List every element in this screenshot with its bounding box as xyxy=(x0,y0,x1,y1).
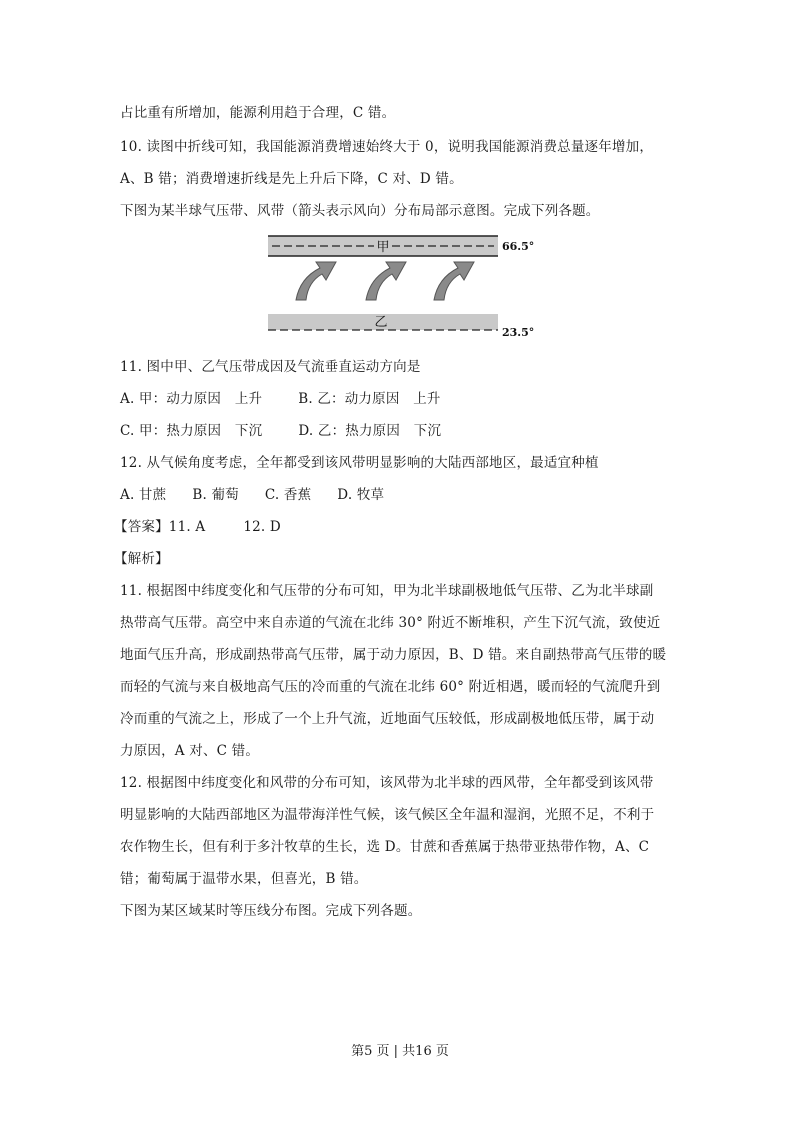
answer-second: 12. D xyxy=(243,519,281,535)
paragraph-text: 下图为某半球气压带、风带（箭头表示风向）分布局部示意图。完成下列各题。 xyxy=(120,203,600,219)
paragraph-text: 10. 读图中折线可知，我国能源消费增速始终大于 0，说明我国能源消费总量逐年增加， xyxy=(120,139,654,155)
page-footer: 第5 页 | 共16 页 xyxy=(351,1044,449,1059)
top-belt-label: 甲 xyxy=(376,240,390,255)
option-d: D. 牧草 xyxy=(337,487,385,503)
analysis-12-line: 错；葡萄属于温带水果，但喜光，B 错。 xyxy=(120,871,368,887)
option-b: B. 乙：动力原因 上升 xyxy=(298,391,441,407)
analysis-12-line: 明显影响的大陆西部地区为温带海洋性气候，该气候区全年温和湿润，光照不足，不利于 xyxy=(120,807,655,823)
wind-arrow xyxy=(296,262,336,300)
option-d: D. 乙：热力原因 下沉 xyxy=(298,423,442,439)
wind-arrow xyxy=(366,262,406,300)
paragraph-text: 占比重有所增加，能源利用趋于合理，C 错。 xyxy=(120,105,396,121)
analysis-11-line: 地面气压升高，形成副热带高气压带，属于动力原因，B、D 错。来自副热带高气压带的暖 xyxy=(120,647,667,663)
question-11-options-row1 xyxy=(120,390,441,408)
next-section-intro: 下图为某区域某时等压线分布图。完成下列各题。 xyxy=(120,903,422,919)
analysis-11-line: 力原因，A 对、C 错。 xyxy=(120,743,260,759)
wind-arrow xyxy=(434,262,474,300)
analysis-11-line: 而轻的气流与来自极地高气压的冷而重的气流在北纬 60° 附近相遇，暖而轻的气流爬升到 xyxy=(120,679,661,695)
question-12-options xyxy=(120,486,384,504)
option-c: C. 香蕉 xyxy=(264,487,312,503)
question-11-options-row2 xyxy=(120,422,441,440)
pressure-belt-figure xyxy=(262,228,542,340)
analysis-11-line: 热带高气压带。高空中来自赤道的气流在北纬 30° 附近不断堆积，产生下沉气流，致使近 xyxy=(120,615,661,631)
bottom-belt-label: 乙 xyxy=(374,315,388,330)
option-b: B. 葡萄 xyxy=(192,487,239,503)
wind-arrows xyxy=(296,262,474,300)
analysis-12-line: 农作物生长，但有利于多汁牧草的生长，选 D。甘蔗和香蕉属于热带亚热带作物，A、C xyxy=(120,839,650,855)
top-latitude-label: 66.5° xyxy=(502,240,535,253)
bottom-latitude-label: 23.5° xyxy=(502,326,535,339)
option-c: C. 甲：热力原因 下沉 xyxy=(120,423,263,439)
answer-label: 【答案】11. A xyxy=(114,519,206,535)
analysis-12-line: 12. 根据图中纬度变化和风带的分布可知，该风带为北半球的西风带，全年都受到该风带 xyxy=(120,775,654,791)
option-a: A. 甲：动力原因 上升 xyxy=(120,391,263,407)
answer-line xyxy=(114,518,281,536)
question-11-stem: 11. 图中甲、乙气压带成因及气流垂直运动方向是 xyxy=(120,359,421,375)
question-12-stem: 12. 从气候角度考虑，全年都受到该风带明显影响的大陆西部地区，最适宜种植 xyxy=(120,455,599,471)
bottom-pressure-belt xyxy=(268,314,498,330)
analysis-label: 【解析】 xyxy=(114,551,169,567)
analysis-11-line: 冷而重的气流之上，形成了一个上升气流，近地面气压较低，形成副极地低压带，属于动 xyxy=(120,711,655,727)
option-a: A. 甘蔗 xyxy=(120,487,167,503)
paragraph-text: A、B 错；消费增速折线是先上升后下降，C 对、D 错。 xyxy=(120,171,463,187)
top-pressure-belt xyxy=(268,236,498,256)
analysis-11-line: 11. 根据图中纬度变化和气压带的分布可知，甲为北半球副极地低气压带、乙为北半球副 xyxy=(120,583,654,599)
